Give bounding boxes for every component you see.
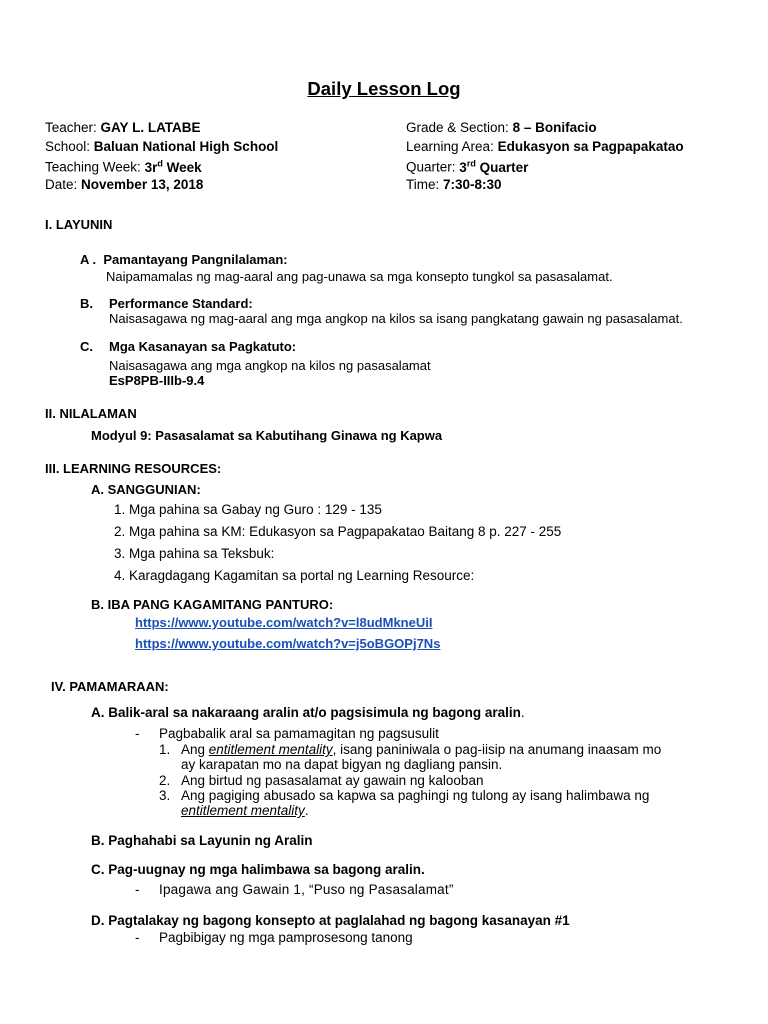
- resource-item-4: 4. Karagdagang Kagamitan sa portal ng Learning Resource:: [114, 568, 475, 583]
- item-3-text: Ang pagiging abusado sa kapwa sa paghingi ng tulong ay isang halimbawa ng: [181, 788, 650, 803]
- quarter-sup: rd: [466, 158, 476, 168]
- quarter-word: Quarter: [479, 159, 529, 175]
- pamprosesong-item: Pagbibigay ng mga pamprosesong tanong: [159, 930, 413, 945]
- layunin-c-heading: [80, 339, 296, 354]
- item-2-number: 2.: [159, 773, 171, 788]
- week-row: [45, 158, 202, 175]
- item-1-line-2: ay karapatan mo na dapat bigyan ng dagliang pansin.: [181, 757, 503, 772]
- layunin-a-marker: A .: [80, 252, 97, 267]
- quarter-num: 3: [459, 159, 467, 175]
- teacher-value: GAY L. LATABE: [100, 120, 201, 135]
- pamamaraan-a-period: .: [520, 705, 525, 720]
- item-3-period: .: [304, 803, 309, 818]
- item-1-number: 1.: [159, 742, 171, 757]
- time-value: 7:30-8:30: [443, 177, 502, 192]
- balik-aral-intro: Pagbabalik aral sa pamamagitan ng pagsusulit: [159, 726, 439, 741]
- layunin-c-marker: C.: [80, 339, 93, 354]
- week-value: [145, 160, 202, 175]
- item-1-line-1: [181, 742, 661, 757]
- youtube-link-1[interactable]: https://www.youtube.com/watch?v=l8udMkneUiI: [135, 615, 433, 630]
- item-3-em: entitlement mentality: [181, 803, 305, 818]
- nilalaman-heading: II. NILALAMAN: [45, 406, 137, 421]
- quarter-label: Quarter:: [406, 159, 456, 175]
- dash-c: -: [135, 882, 140, 897]
- pamamaraan-a-heading: [91, 705, 525, 720]
- quarter-row: [406, 158, 528, 175]
- date-row: [45, 177, 203, 192]
- grade-label: Grade & Section:: [406, 120, 509, 135]
- item-1-post: , isang paniniwala o pag-iisip na anumang inaasam mo: [332, 742, 662, 757]
- week-label: Teaching Week:: [45, 159, 141, 175]
- gawain-1-item: Ipagawa ang Gawain 1, “Puso ng Pasasalamat”: [159, 882, 454, 897]
- area-row: [406, 139, 684, 154]
- teacher-row: [45, 120, 201, 135]
- layunin-heading: I. LAYUNIN: [45, 217, 113, 232]
- layunin-a-title: Pamantayang Pangnilalaman:: [103, 252, 288, 267]
- layunin-c-title: Mga Kasanayan sa Pagkatuto:: [109, 339, 297, 354]
- school-row: [45, 139, 278, 154]
- sanggunian-heading: A. SANGGUNIAN:: [91, 482, 201, 497]
- layunin-b-heading: [80, 296, 253, 311]
- item-3-line-2: [181, 803, 309, 818]
- item-1-pre: Ang: [181, 742, 209, 757]
- item-1-em: entitlement mentality: [208, 742, 333, 757]
- quarter-value: [459, 160, 528, 175]
- layunin-b-marker: B.: [80, 296, 93, 311]
- time-label: Time:: [406, 177, 440, 192]
- resource-item-2: 2. Mga pahina sa KM: Edukasyon sa Pagpapakatao Baitang 8 p. 227 - 255: [114, 524, 562, 539]
- pamamaraan-heading: IV. PAMAMARAAN:: [51, 679, 169, 694]
- grade-row: [406, 120, 597, 135]
- layunin-a-text: Naipamamalas ng mag-aaral ang pag-unawa sa mga konsepto tungkol sa pasasalamat.: [106, 269, 613, 284]
- area-value: Edukasyon sa Pagpapakatao: [497, 139, 684, 154]
- week-r: r: [152, 159, 158, 175]
- grade-value: 8 – Bonifacio: [512, 120, 597, 135]
- date-label: Date:: [45, 177, 78, 192]
- date-value: November 13, 2018: [81, 177, 204, 192]
- item-3-number: 3.: [159, 788, 171, 803]
- time-row: [406, 177, 502, 192]
- nilalaman-modyul: Modyul 9: Pasasalamat sa Kabutihang Ginawa ng Kapwa: [91, 428, 443, 443]
- area-label: Learning Area:: [406, 139, 494, 154]
- pamamaraan-a-text: A. Balik-aral sa nakaraang aralin at/o pagsisimula ng bagong aralin: [91, 705, 521, 720]
- layunin-c-code: EsP8PB-IIIb-9.4: [109, 373, 205, 388]
- dash-d: -: [135, 930, 140, 945]
- pamamaraan-d-heading: D. Pagtalakay ng bagong konsepto at paglalahad ng bagong kasanayan #1: [91, 913, 570, 928]
- week-num: 3: [144, 159, 153, 175]
- teacher-label: Teacher:: [45, 120, 97, 135]
- item-2-text: Ang birtud ng pasasalamat ay gawain ng kalooban: [181, 773, 484, 788]
- week-word: Week: [166, 159, 202, 175]
- youtube-link-2[interactable]: https://www.youtube.com/watch?v=j5oBGOPj7Ns: [135, 636, 441, 651]
- layunin-a-heading: [80, 252, 288, 267]
- dash-a: -: [135, 726, 140, 741]
- school-label: School:: [45, 139, 91, 154]
- layunin-b-title: Performance Standard:: [109, 296, 253, 311]
- pamamaraan-b-heading: B. Paghahabi sa Layunin ng Aralin: [91, 833, 313, 848]
- week-sup: d: [157, 158, 163, 168]
- page-title: Daily Lesson Log: [307, 78, 461, 99]
- layunin-c-text: Naisasagawa ang mga angkop na kilos ng pasasalamat: [109, 358, 431, 373]
- school-value: Baluan National High School: [93, 139, 279, 154]
- pamamaraan-c-heading: C. Pag-uugnay ng mga halimbawa sa bagong aralin.: [91, 862, 425, 877]
- resources-heading: III. LEARNING RESOURCES:: [45, 461, 222, 476]
- iba-pang-heading: B. IBA PANG KAGAMITANG PANTURO:: [91, 597, 334, 612]
- layunin-b-text: Naisasagawa ng mag-aaral ang mga angkop na kilos sa isang pangkatang gawain ng pasasalamat.: [109, 311, 683, 326]
- resource-item-3: 3. Mga pahina sa Teksbuk:: [114, 546, 275, 561]
- resource-item-1: 1. Mga pahina sa Gabay ng Guro : 129 - 135: [114, 502, 382, 517]
